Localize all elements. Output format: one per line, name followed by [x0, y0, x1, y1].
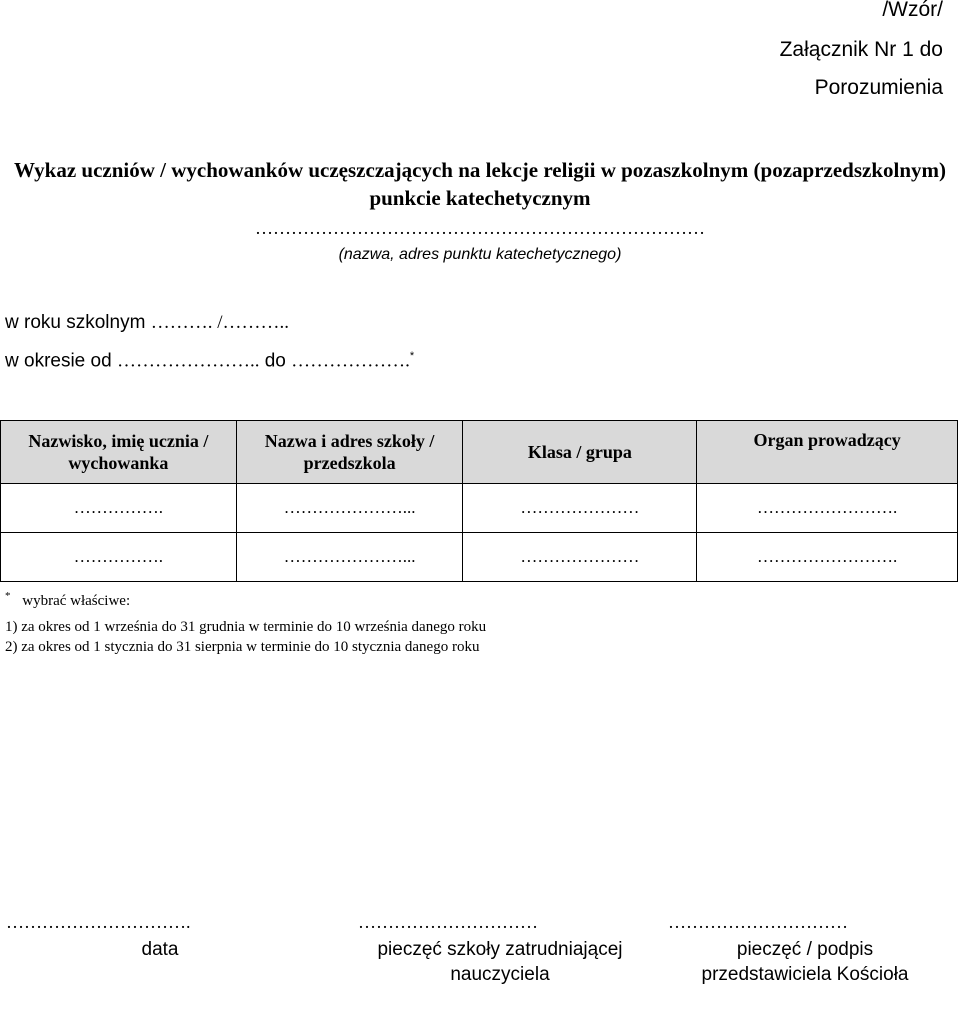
footnote-asterisk: * — [5, 590, 11, 602]
cell-school[interactable]: …………………... — [236, 484, 463, 533]
students-table — [0, 420, 958, 582]
cell-name[interactable]: ……………. — [1, 484, 237, 533]
template-label: /Wzór/ — [882, 0, 943, 21]
document-title: Wykaz uczniów / wychowanków uczęszczających na lekcje religii w pozaszkolnym (pozaprzedszkolnym) punkcie katechetycznym — [13, 158, 947, 210]
period-to-label: do — [264, 350, 286, 372]
cell-name[interactable]: ……………. — [1, 533, 237, 582]
date-field[interactable]: …………………………. — [6, 912, 191, 932]
attachment-label: Załącznik Nr 1 do — [779, 38, 943, 61]
date-label: data — [141, 939, 179, 960]
cell-class[interactable]: ………………… — [463, 533, 697, 582]
footnote-item-2: 2) za okres od 1 stycznia do 31 sierpnia w terminie do 10 stycznia danego roku — [5, 639, 480, 655]
church-signature-label: pieczęć / podpis przedstawiciela Kościoła — [701, 939, 909, 985]
col-header-authority: Organ prowadzący — [697, 421, 958, 484]
table-row — [1, 484, 958, 533]
col-header-name: Nazwisko, imię ucznia / wychowanka — [1, 421, 237, 484]
point-name-field[interactable]: ………………………………………………………………… — [255, 218, 705, 238]
footnote-item-1: 1) za okres od 1 września do 31 grudnia w terminie do 10 września danego roku — [5, 619, 487, 635]
school-year-row — [5, 312, 289, 334]
school-stamp-field[interactable]: ………………………… — [358, 912, 538, 932]
point-name-caption: (nazwa, adres punktu katechetycznego) — [338, 246, 622, 263]
footnote-heading: wybrać właściwe: — [22, 593, 131, 609]
col-header-class: Klasa / grupa — [463, 421, 697, 484]
col-header-school: Nazwa i adres szkoły / przedszkola — [236, 421, 463, 484]
period-row — [5, 350, 414, 372]
cell-school[interactable]: …………………... — [236, 533, 463, 582]
cell-class[interactable]: ………………… — [463, 484, 697, 533]
cell-authority[interactable]: ……………………. — [697, 533, 958, 582]
table-header-row — [1, 421, 958, 484]
period-from-field[interactable]: ………………….. — [116, 350, 260, 372]
cell-authority[interactable]: ……………………. — [697, 484, 958, 533]
table-row — [1, 533, 958, 582]
footnote-heading-row — [5, 590, 130, 610]
school-year-label: w roku szkolnym — [5, 312, 146, 333]
period-to-field[interactable]: ………………. — [291, 350, 410, 372]
agreement-label: Porozumienia — [814, 76, 943, 99]
period-label: w okresie od — [5, 350, 112, 372]
school-stamp-label: pieczęć szkoły zatrudniającej nauczyciela — [377, 939, 623, 985]
church-signature-field[interactable]: ………………………… — [668, 912, 848, 932]
school-year-field[interactable]: ………. /……….. — [150, 312, 289, 333]
asterisk-mark: * — [409, 350, 415, 362]
